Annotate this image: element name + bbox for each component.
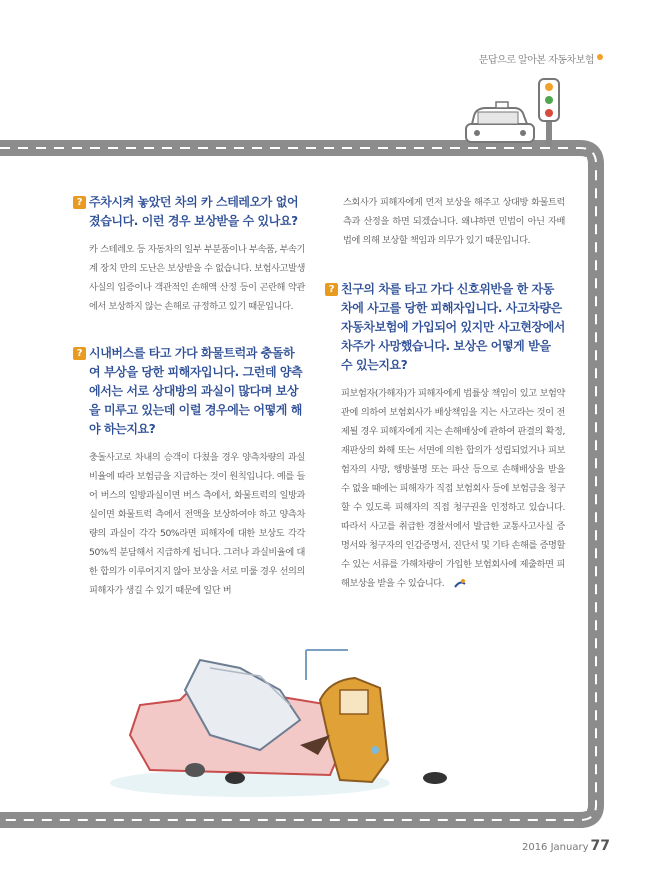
- right-column: [325, 193, 565, 593]
- end-mark-icon: [453, 578, 467, 590]
- page-number: 77: [590, 838, 610, 854]
- question-1-text: 주차시켜 놓았던 차의 카 스테레오가 없어졌습니다. 이런 경우 보상받을 수 있나요?: [89, 195, 299, 228]
- answer-3: [325, 384, 565, 593]
- page-footer: [522, 838, 610, 854]
- question-3: [325, 280, 565, 375]
- question-mark-icon: ?: [325, 283, 338, 296]
- question-2: [73, 344, 305, 439]
- answer-3-text: 피보험자(가해자)가 피해자에게 법률상 책임이 있고 보험약관에 의하여 보험회사가 배상책임을 지는 사고라는 것이 전제될 경우 피해자에게 지는 손해배상에 관하여 판결의 확정, 재판상의 화해 또는 서면에 의한 합의가 성립되었거나 피보험자의 사망, 행방불명 또는 파산 등으로 손해배상을 받을 수 없을 때에는 피해자가 직접 보험회사 등에 보험금을 청구할 수 있도록 피해자의 직접 청구권을 인정하고 있습니다. 따라서 사고를 취급한 경찰서에서 발급한 교통사고사실 증명서와 청구자의 인감증명서, 진단서 및 기타 손해를 증명할 수 있는 서류를 가해차량이 가입한 보험회사에 제출하면 피해보상을 받을 수 있습니다.: [341, 388, 565, 589]
- answer-2: 충돌사고로 차내의 승객이 다쳤을 경우 양측차량의 과실비율에 따라 보험금을 지급하는 것이 원칙입니다. 예를 들어 버스의 일방과실이면 버스 측에서, 화물트럭의 일방과실이면 화물트럭 측에서 전액을 보상하여야 하고 양측차량의 과실이 각각 50%라면 피해자에 대한 보상도 각각 50%씩 분담해서 지급하게 됩니다. 그러나 과실비율에 대한 합의가 이루어지지 않아 보상을 서로 미룰 경우 선의의 피해자가 생길 수 있기 때문에 일단 버: [89, 452, 305, 596]
- answer-1: 카 스테레오 등 자동차의 일부 부분품이나 부속품, 부속기계 장치 만의 도난은 보상받을 수 없습니다. 보험사고발생사실의 입증이나 객관적인 손해액 산정 등이 곤란해 약관에서 보상하지 않는 손해로 규정하고 있기 때문입니다.: [89, 244, 305, 312]
- question-3-text: 친구의 차를 타고 가다 신호위반을 한 자동차에 사고를 당한 피해자입니다. 사고차량은 자동차보험에 가입되어 있지만 사고현장에서 차주가 사망했습니다. 보상은 어떻게 받을 수 있는지요?: [341, 282, 565, 372]
- question-1: [73, 193, 305, 231]
- question-mark-icon: ?: [73, 196, 86, 209]
- answer-2-continued: 스회사가 피해자에게 먼저 보상을 해주고 상대방 화물트럭 측과 산정을 하면 되겠습니다. 왜냐하면 민법이 아닌 자배법에 의해 보상할 책임과 의무가 있기 때문입니다.: [343, 197, 565, 246]
- section-title: 문답으로 알아본 자동차보험: [478, 55, 594, 66]
- left-column: [73, 193, 305, 600]
- question-mark-icon: ?: [73, 347, 86, 360]
- traffic-light-icon: [539, 79, 559, 146]
- question-2-text: 시내버스를 타고 가다 화물트럭과 충돌하여 부상을 당한 피해자입니다. 그런데 양측에서는 서로 상대방의 과실이 많다며 보상을 미루고 있는데 이럴 경우에는 어떻게 해야 하는지요?: [89, 346, 303, 436]
- issue-date: 2016 January: [521, 842, 589, 853]
- car-icon: [466, 102, 534, 142]
